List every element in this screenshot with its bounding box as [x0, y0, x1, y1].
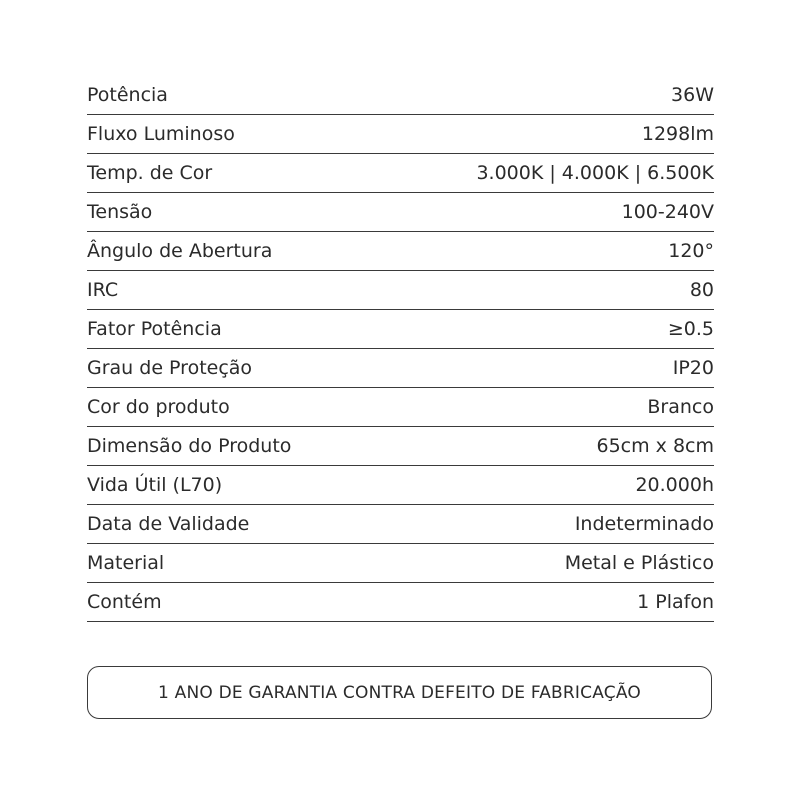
spec-row-fator-potencia — [87, 310, 714, 349]
spec-row-material — [87, 544, 714, 583]
spec-row-dimensao-do-produto — [87, 427, 714, 466]
spec-value: 20.000h — [635, 474, 714, 496]
spec-row-potencia — [87, 76, 714, 115]
spec-value: Indeterminado — [574, 513, 714, 535]
spec-label: Temp. de Cor — [87, 162, 213, 184]
spec-row-tensao — [87, 193, 714, 232]
spec-label: Data de Validade — [87, 513, 250, 535]
spec-label: Fluxo Luminoso — [87, 123, 235, 145]
spec-row-fluxo-luminoso — [87, 115, 714, 154]
spec-label: Tensão — [87, 201, 153, 223]
spec-label: Material — [87, 552, 165, 574]
spec-row-data-de-validade — [87, 505, 714, 544]
spec-row-grau-de-protecao — [87, 349, 714, 388]
spec-value: 1298lm — [641, 123, 714, 145]
spec-value: 65cm x 8cm — [596, 435, 714, 457]
spec-label: Contém — [87, 591, 162, 613]
warranty-text: 1 ANO DE GARANTIA CONTRA DEFEITO DE FABRICAÇÃO — [158, 682, 641, 703]
spec-row-temp-de-cor — [87, 154, 714, 193]
spec-row-angulo-de-abertura — [87, 232, 714, 271]
spec-value: 100-240V — [621, 201, 714, 223]
spec-value: 80 — [689, 279, 714, 301]
spec-label: Vida Útil (L70) — [87, 474, 223, 496]
spec-value: 3.000K | 4.000K | 6.500K — [476, 162, 714, 184]
spec-value: 1 Plafon — [637, 591, 714, 613]
spec-value: Branco — [647, 396, 714, 418]
spec-value: IP20 — [672, 357, 714, 379]
spec-label: Grau de Proteção — [87, 357, 253, 379]
spec-label: IRC — [87, 279, 119, 301]
spec-value: Metal e Plástico — [564, 552, 714, 574]
spec-label: Potência — [87, 84, 168, 106]
spec-row-contem — [87, 583, 714, 622]
spec-value: ≥0.5 — [667, 318, 714, 340]
spec-row-cor-do-produto — [87, 388, 714, 427]
spec-value: 120° — [668, 240, 714, 262]
spec-value: 36W — [671, 84, 714, 106]
spec-row-vida-util — [87, 466, 714, 505]
spec-label: Fator Potência — [87, 318, 222, 340]
spec-label: Cor do produto — [87, 396, 230, 418]
spec-label: Ângulo de Abertura — [87, 240, 273, 262]
spec-table — [87, 76, 714, 622]
spec-row-irc — [87, 271, 714, 310]
spec-label: Dimensão do Produto — [87, 435, 292, 457]
warranty-box — [87, 666, 712, 719]
